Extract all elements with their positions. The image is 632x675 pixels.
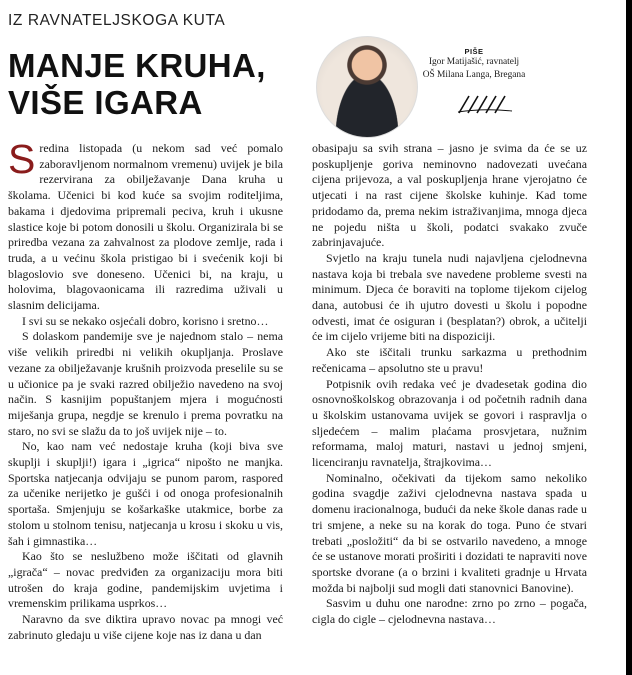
section-label: IZ RAVNATELJSKOGA KUTA <box>8 12 226 29</box>
paragraph-text: redina listopada (u nekom sad već pomalo zaboravljenom normalnom vremenu) uvijek je bila rezervirana za obilježavanje Dana kruha u školama. Učenici bi kod kuće sa svojim roditeljima, bakama i djedovima pripremali peciva, kruh i ukusne slastice koje bi potom donosili u školu. Organizirala bi se priredba vezana za zahvalnost za plodove zemlje, rada i truda, a u većinu škola pristigao bi i svećenik koji bi blagoslovio sve doneseno. Učenici bi, na kraju, u holovima, blagovaonicama ili razredima uživali u slasnim delicijama. <box>8 141 283 313</box>
paragraph: Naravno da sve diktira upravo novac pa mnogi već zabrinuto gledaju u više cijene koje nas iz dana u dan <box>8 612 283 642</box>
paragraph: Ako ste iščitali trunku sarkazma u prethodnim rečenicama – apsolutno ste u pravu! <box>312 345 587 375</box>
paragraph <box>8 136 283 314</box>
paragraph: S dolaskom pandemije sve je najednom stalo – nema više velikih priredbi ni velikih okupljanja. Proslave vezane za obilježavanje krušnih proizvoda preselile su se u učionice pa je svaki razred obilježio navedeno na svoj način. S kasnijim popuštanjem mjera i mogućnosti miješanja grupa, negdje se krenulo i prema povratku na staro, no svi se slažu da to još uvijek nije – to. <box>8 329 283 438</box>
author-school: OŠ Milana Langa, Bregana <box>422 70 526 80</box>
paragraph: Kao što se neslužbeno može iščitati od glavnih „igrača“ – novac predviđen za organizaciju mora biti utrošen do kraja godine, pandemijskim uvjetima i vremenskim prilikama usprkos… <box>8 549 283 611</box>
author-block <box>416 47 532 82</box>
headline-line-1: MANJE KRUHA, <box>8 47 266 84</box>
drop-cap: S <box>8 136 36 182</box>
author-photo <box>316 36 418 138</box>
paragraph: Potpisnik ovih redaka već je dvadesetak godina dio osnovnoškolskog obrazovanja i od početnih radnih dana u školskim ustanovama uvijek se govori i raspravlja o sljedećem – malim plaćama prosvjetara, nužnim reformama, maloj maturi, nastavi u jednoj smjeni, licenciranju ravnatelja, štrajkovima… <box>312 376 587 470</box>
article-column-right <box>312 141 587 628</box>
author-name: Igor Matijašić, ravnatelj <box>428 57 520 67</box>
paragraph: No, kao nam već nedostaje kruha (koji biva sve skuplji i skuplji!) igara i „igrica“ nipošto ne manjka. Sportska natjecanja odvijaju se punom parom, raspored za učenike nerijetko je gušći i od onoga profesionalnih sportaša. Smjenjuju se košarkaške utakmice, borbe za stolom u stolnom tenisu, natjecanja u krosu i skoku u vis, šah i gimnastika… <box>8 439 283 548</box>
paragraph: Nominalno, očekivati da tijekom samo nekoliko godina svagdje zaživi cjelodnevna nastava spada u domenu iracionalnoga, budući da neke škole danas rade u tri smjene, a neke su na korak do toga. Puno će stvari trebati „posložiti“ da bi se ostvarilo navedeno, a mnoge će se ustanove morati proširiti i dozidati te napraviti nove sportske dvorane (a o brzini i kvaliteti gradnje u Hrvata možda bi najbolji sud mogli dati stanovnici Banovine). <box>312 470 587 595</box>
paragraph: obasipaju sa svih strana – jasno je svima da će se uz poskupljenje goriva neminovno nadovezati uvećana cijena prijevoza, a val poskupljenja hrane vjerojatno će utjecati i na rast cijene školske kuhinje. Kad tome pridodamo da, prema nekim istraživanjima, mnoga djeca ne pojedu ništa u školi, podatci svakako zvuče zabrinjavajuće. <box>312 141 587 250</box>
paragraph: I svi su se nekako osjećali dobro, korisno i sretno… <box>22 313 269 328</box>
signature-mark <box>456 93 514 115</box>
article-column-left <box>8 136 283 644</box>
headline <box>8 47 266 121</box>
headline-line-2: VIŠE IGARA <box>8 84 203 121</box>
paragraph: Svjetlo na kraju tunela nudi najavljena cjelodnevna nastava koja bi trebala sve navedene probleme svesti na minimum. Djeca će boraviti na toplome tijekom cijelog dana, autobusi će ih ujutro dovesti u školu i popodne odvesti, imat će osiguran i (besplatan?) obrok, a učitelji će im cijelo vrijeme biti na dispoziciji. <box>312 250 587 344</box>
author-heading: PIŠE <box>464 47 484 56</box>
page-edge-bar <box>626 0 632 675</box>
paragraph: Sasvim u duhu one narodne: zrno po zrno – pogača, cigla do cigle – cjelodnevna nastava… <box>312 596 587 627</box>
